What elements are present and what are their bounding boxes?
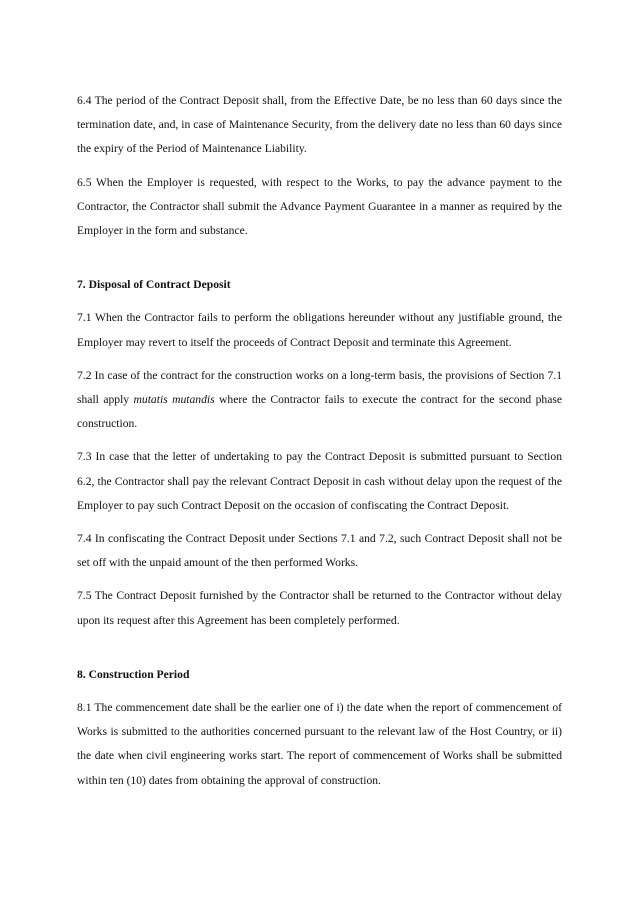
clause-7-2-text-start: 7.2 In case of the contract for the construction works on a long-term basis, the provisions of Section 7.1 shall apply xyxy=(77,368,562,407)
clause-7-2 xyxy=(77,364,562,437)
clause-7-3: 7.3 In case that the letter of undertaking to pay the Contract Deposit is submitted pursuant to Section 6.2, the Contractor shall pay the relevant Contract Deposit in cash without delay upon the request of the Employer to pay such Contract Deposit on the occasion of confiscating the Contract Deposit. xyxy=(77,450,562,512)
section-7-heading: 7. Disposal of Contract Deposit xyxy=(77,278,231,292)
section-8-heading: 8. Construction Period xyxy=(77,667,190,681)
clause-7-2-latin-phrase: mutatis mutandis xyxy=(133,393,215,407)
clause-7-2-text-end: where the Contractor fails to execute the contract for the second phase construction. xyxy=(77,393,563,431)
clause-7-1: 7.1 When the Contractor fails to perform the obligations hereunder without any justifiable ground, the Employer may revert to itself the proceeds of Contract Deposit and terminate this Agreement. xyxy=(77,311,562,349)
document-page xyxy=(77,89,562,802)
clause-7-4: 7.4 In confiscating the Contract Deposit under Sections 7.1 and 7.2, such Contract Deposit shall not be set off with the unpaid amount of the then performed Works. xyxy=(77,532,562,570)
clause-8-1: 8.1 The commencement date shall be the earlier one of i) the date when the report of commencement of Works is submitted to the authorities concerned pursuant to the relevant law of the Host Country, or ii) the date when civil engineering works start. The report of commencement of Works shall be submitted within ten (10) dates from obtaining the approval of construction. xyxy=(77,701,562,787)
clause-7-5: 7.5 The Contract Deposit furnished by the Contractor shall be returned to the Contractor without delay upon its request after this Agreement has been completely performed. xyxy=(77,589,562,627)
clause-6-4: 6.4 The period of the Contract Deposit shall, from the Effective Date, be no less than 60 days since the termination date, and, in case of Maintenance Security, from the delivery date no less than 60 days since the expiry of the Period of Maintenance Liability. xyxy=(77,94,562,156)
clause-6-5: 6.5 When the Employer is requested, with respect to the Works, to pay the advance payment to the Contractor, the Contractor shall submit the Advance Payment Guarantee in a manner as required by the Employer in the form and substance. xyxy=(77,175,562,238)
